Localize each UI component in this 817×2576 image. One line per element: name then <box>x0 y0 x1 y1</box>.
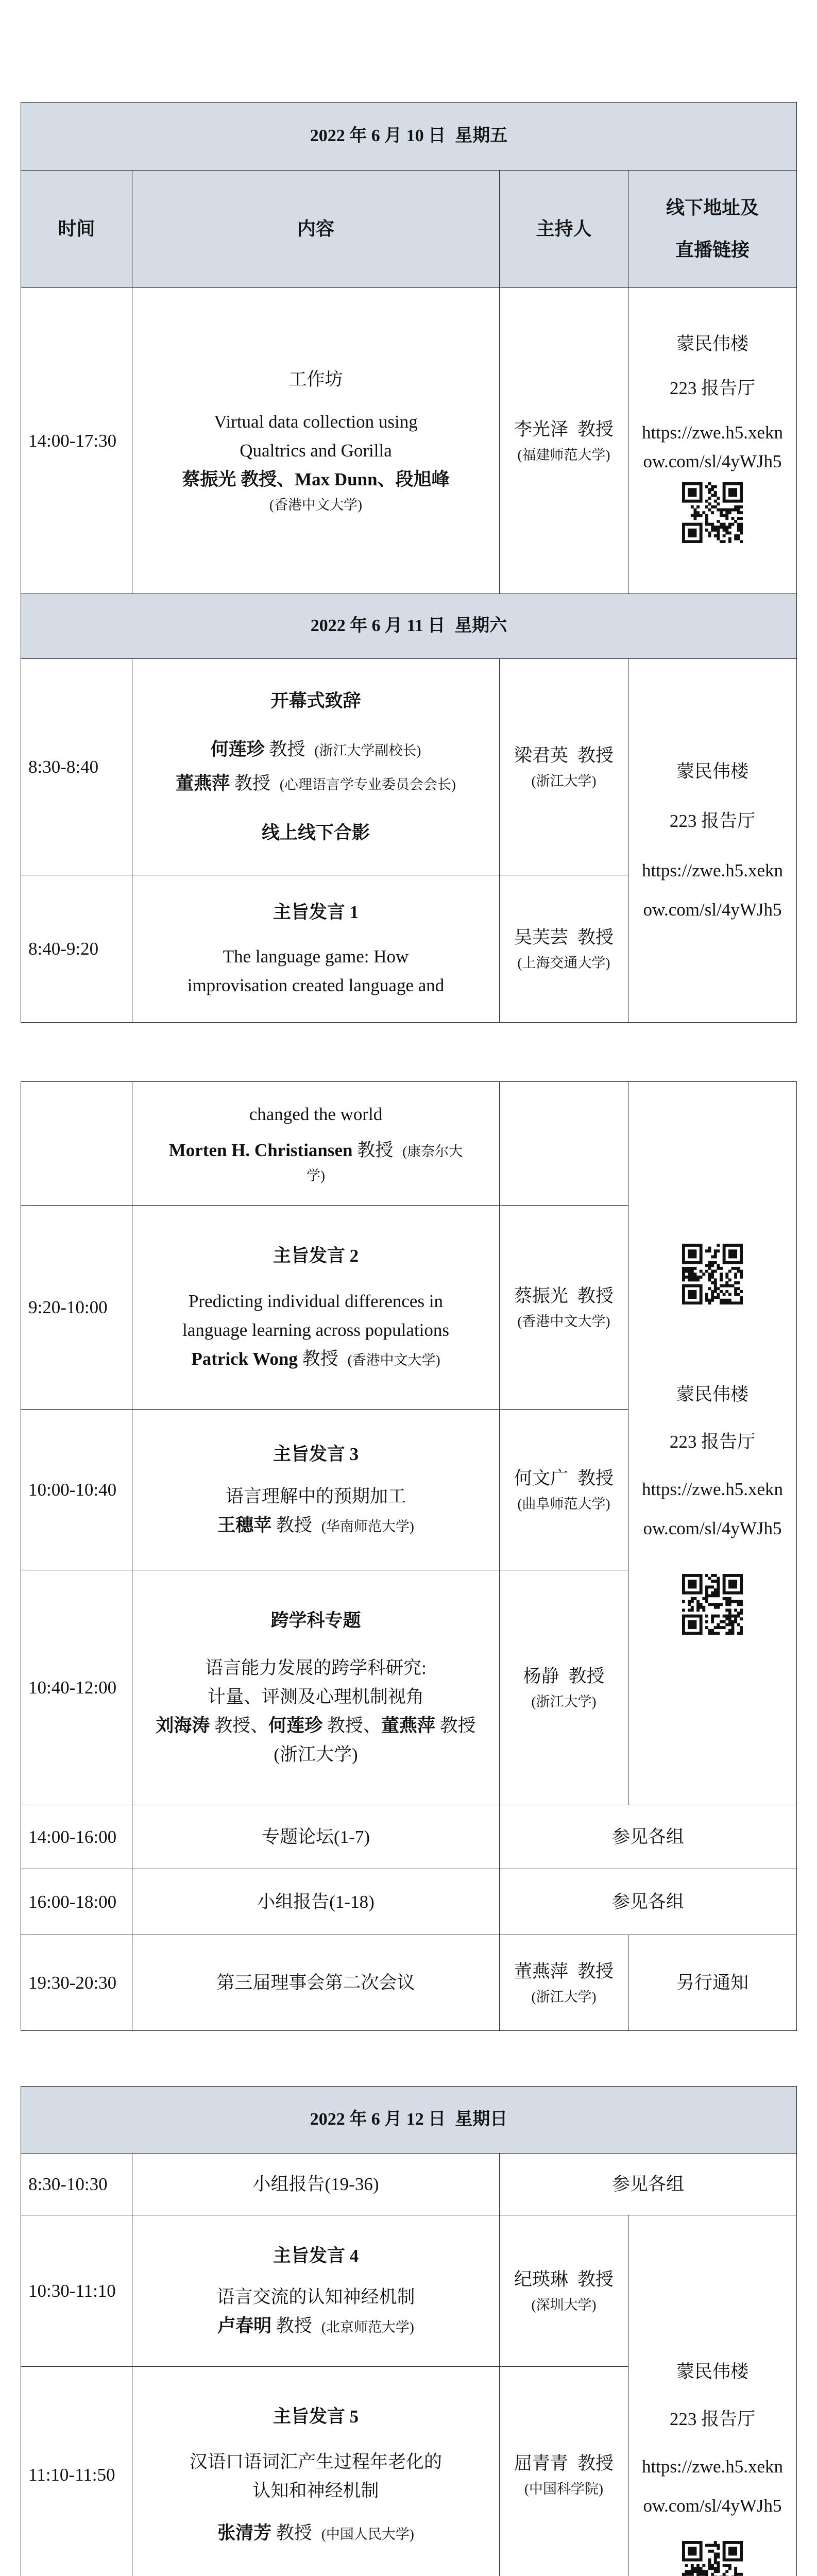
speaker-name: 张清芳 <box>217 2522 272 2543</box>
session-time: 19:30-20:30 <box>21 1935 132 2031</box>
speaker-name: Patrick Wong <box>191 1348 298 1369</box>
host-name: 梁君英 <box>514 745 568 766</box>
host-title: 教授 <box>577 1961 614 1981</box>
session-title: 主旨发言 4 <box>273 2245 359 2266</box>
session-host <box>500 288 628 594</box>
host-title: 教授 <box>577 927 614 947</box>
venue-cell <box>628 2215 797 2576</box>
host-name: 吴芙芸 <box>514 927 568 947</box>
speaker-title: 教授 <box>234 773 270 793</box>
speaker-title: 教授 <box>269 739 305 759</box>
host-name: 李光泽 <box>514 419 568 439</box>
session-title: 开幕式致辞 <box>270 690 361 711</box>
session-content: 专题论坛(1-7) <box>132 1805 500 1869</box>
host-name: 杨静 <box>523 1666 559 1686</box>
session-time: 8:30-10:30 <box>21 2154 132 2215</box>
session-content: 跨学科专题 语言能力发展的跨学科研究: 计量、评测及心理机制视角 刘海涛 教授、何莲珍 教授、董燕萍 教授 (浙江大学) <box>132 1570 500 1805</box>
speaker-title: 教授 <box>357 1140 394 1160</box>
session-topic-line3: changed the world <box>249 1104 383 1124</box>
session-content <box>132 288 500 594</box>
host-affil: (香港中文大学) <box>517 1313 610 1329</box>
venue-room: 223 报告厅 <box>669 1431 756 1452</box>
schedule-table-3 <box>21 2086 797 2576</box>
qr-code-icon[interactable] <box>682 1244 743 1304</box>
venue-link-line1[interactable]: https://zwe.h5.xekn <box>641 860 784 880</box>
venue-building: 蒙民伟楼 <box>676 1384 748 1404</box>
speaker-title: 教授 <box>302 1348 338 1369</box>
speaker-affil-line2: 学) <box>307 1167 325 1183</box>
speaker-title: 教授 <box>439 1715 476 1736</box>
speaker-name: 董燕萍 <box>176 773 230 793</box>
host-affil: (上海交通大学) <box>517 955 610 971</box>
speaker-name: 董燕萍 <box>381 1715 435 1736</box>
venue-link-line1[interactable]: https://zwe.h5.xekn <box>641 422 784 443</box>
venue-room: 223 报告厅 <box>669 2409 756 2429</box>
date-text: 2022 年 6 月 12 日 <box>310 2110 446 2129</box>
session-topic-line1: Predicting individual differences in <box>188 1291 444 1311</box>
header-venue <box>628 171 797 288</box>
date-row <box>21 594 797 659</box>
header-row <box>21 171 797 288</box>
session-topic-line2: 计量、评测及心理机制视角 <box>207 1686 424 1707</box>
venue-link-line1[interactable]: https://zwe.h5.xekn <box>641 1479 784 1499</box>
session-time: 8:40-9:20 <box>21 875 132 1023</box>
header-host: 主持人 <box>500 171 628 288</box>
session-note: 参见各组 <box>500 1805 797 1869</box>
session-host <box>500 2215 628 2367</box>
session-host <box>500 2367 628 2576</box>
session-topic-line2: 认知和神经机制 <box>252 2480 379 2501</box>
host-title: 教授 <box>577 419 614 439</box>
session-row-group <box>21 1869 797 1935</box>
session-speakers: 蔡振光 教授、Max Dunn、段旭峰 <box>182 469 450 489</box>
weekday-text: 星期五 <box>455 126 508 146</box>
session-time: 10:40-12:00 <box>21 1570 132 1805</box>
venue-cell <box>628 1082 797 1805</box>
session-title: 主旨发言 2 <box>273 1245 359 1266</box>
session-content <box>132 2367 500 2576</box>
speaker-affil: (香港中文大学) <box>347 1352 440 1368</box>
host-affil: (浙江大学) <box>531 1989 597 2005</box>
speaker-affil: (华南师范大学) <box>321 1518 414 1534</box>
session-topic-line2: Qualtrics and Gorilla <box>240 440 392 461</box>
host-title: 教授 <box>577 2453 614 2473</box>
qr-code-icon[interactable] <box>682 482 743 543</box>
venue-cell <box>628 288 797 594</box>
session-time: 16:00-18:00 <box>21 1869 132 1935</box>
speaker-title: 教授 <box>276 2522 312 2543</box>
qr-code-icon[interactable] <box>682 2541 743 2576</box>
session-time: 9:20-10:00 <box>21 1206 132 1410</box>
session-title: 跨学科专题 <box>270 1610 361 1631</box>
venue-link-line2[interactable]: ow.com/sl/4yWJh5 <box>643 1518 782 1538</box>
header-venue-line2: 直播链接 <box>675 239 750 260</box>
speaker-affil: (康奈尔大 <box>402 1143 463 1159</box>
header-venue-line1: 线下地址及 <box>666 197 759 218</box>
session-row-opening <box>21 659 797 875</box>
speaker-name: Morten H. Christiansen <box>168 1140 353 1160</box>
qr-code-icon[interactable] <box>682 1574 743 1635</box>
session-title: 工作坊 <box>288 369 343 389</box>
date-text: 2022 年 6 月 11 日 <box>310 616 446 636</box>
session-content <box>132 1082 500 1206</box>
host-name: 何文广 <box>514 1468 568 1488</box>
weekday-text: 星期六 <box>454 616 507 636</box>
session-topic-line2: language learning across populations <box>182 1319 450 1340</box>
session-topic-line1: 汉语口语词汇产生过程年老化的 <box>189 2451 442 2472</box>
host-title: 教授 <box>568 1666 605 1686</box>
speaker-affil: (中国人民大学) <box>321 2526 414 2542</box>
host-affil: (浙江大学) <box>531 773 597 789</box>
session-note: 另行通知 <box>628 1935 797 2031</box>
speaker-name: 王穗苹 <box>217 1515 272 1535</box>
session-row-forum <box>21 1805 797 1869</box>
host-affil: (深圳大学) <box>531 2297 597 2313</box>
host-name: 纪瑛琳 <box>514 2269 568 2290</box>
speaker-title: 教授 <box>214 1715 251 1736</box>
date-row <box>21 103 797 171</box>
venue-link-line2[interactable]: ow.com/sl/4yWJh5 <box>643 899 782 920</box>
session-topic: 语言交流的认知神经机制 <box>216 2286 415 2307</box>
session-row-group <box>21 2154 797 2215</box>
session-content <box>132 2215 500 2367</box>
session-row-council <box>21 1935 797 2031</box>
venue-room: 223 报告厅 <box>669 378 756 398</box>
host-name: 董燕萍 <box>514 1961 568 1981</box>
venue-building: 蒙民伟楼 <box>676 761 748 782</box>
session-time: 14:00-16:00 <box>21 1805 132 1869</box>
venue-link-line2[interactable]: ow.com/sl/4yWJh5 <box>643 2496 782 2516</box>
speaker-name: 卢春明 <box>217 2315 272 2336</box>
session-affil: (香港中文大学) <box>269 497 362 513</box>
header-content: 内容 <box>132 171 500 288</box>
session-note: 参见各组 <box>500 2154 797 2215</box>
venue-building: 蒙民伟楼 <box>676 2362 748 2382</box>
session-topic-line1: 语言能力发展的跨学科研究: <box>205 1657 427 1678</box>
session-topic-line1: Virtual data collection using <box>214 411 418 432</box>
session-content: 小组报告(19-36) <box>132 2154 500 2215</box>
session-row-keynote1-cont <box>21 1082 797 1206</box>
venue-room: 223 报告厅 <box>669 810 756 831</box>
speaker-title: 教授 <box>276 2315 312 2336</box>
session-topic-line2: improvisation created language and <box>187 975 445 995</box>
date-row <box>21 2087 797 2154</box>
session-row-workshop <box>21 288 797 594</box>
session-title: 主旨发言 3 <box>273 1444 359 1464</box>
speaker-title: 教授 <box>276 1515 312 1535</box>
session-host <box>500 1935 628 2031</box>
session-host <box>500 1570 628 1805</box>
session-row-keynote4 <box>21 2215 797 2367</box>
host-affil: (中国科学院) <box>524 2481 603 2497</box>
session-time: 10:00-10:40 <box>21 1410 132 1570</box>
session-content <box>132 875 500 1023</box>
speaker-name: 刘海涛 <box>156 1715 210 1736</box>
session-note: 参见各组 <box>500 1869 797 1935</box>
session-time: 11:10-11:50 <box>21 2367 132 2576</box>
session-title: 主旨发言 1 <box>273 902 359 922</box>
speaker-affil: (心理语言学专业委员会会长) <box>279 776 456 792</box>
session-content: 第三届理事会第二次会议 <box>132 1935 500 2031</box>
session-time: 8:30-8:40 <box>21 659 132 875</box>
speaker-affil: (浙江大学副校长) <box>314 742 421 758</box>
venue-link-line1[interactable]: https://zwe.h5.xekn <box>641 2456 784 2477</box>
host-title: 教授 <box>577 1285 614 1306</box>
session-time: 10:30-11:10 <box>21 2215 132 2367</box>
session-content: 小组报告(1-18) <box>132 1869 500 1935</box>
host-name: 蔡振光 <box>514 1285 568 1306</box>
host-affil: (曲阜师范大学) <box>517 1496 610 1512</box>
venue-building: 蒙民伟楼 <box>676 334 748 354</box>
session-topic: 语言理解中的预期加工 <box>225 1486 406 1506</box>
schedule-table-2 <box>21 1081 797 2031</box>
schedule-table-1 <box>21 102 797 1023</box>
session-host <box>500 1206 628 1410</box>
speaker-name: 何莲珍 <box>210 739 265 759</box>
session-title: 主旨发言 5 <box>273 2406 359 2427</box>
host-title: 教授 <box>577 2269 614 2290</box>
session-host <box>500 875 628 1023</box>
date-text: 2022 年 6 月 10 日 <box>310 126 446 146</box>
session-content <box>132 659 500 875</box>
venue-link-line2[interactable]: ow.com/sl/4yWJh5 <box>643 451 782 471</box>
header-time: 时间 <box>21 171 132 288</box>
speaker-title: 教授 <box>327 1715 363 1736</box>
speaker-affil: (北京师范大学) <box>321 2319 414 2335</box>
venue-cell <box>628 659 797 1023</box>
session-content <box>132 1206 500 1410</box>
weekday-text: 星期日 <box>455 2110 508 2129</box>
session-topic-line1: The language game: How <box>223 946 409 967</box>
host-affil: (浙江大学) <box>531 1693 597 1709</box>
host-title: 教授 <box>577 745 614 766</box>
speaker-affil: (浙江大学) <box>274 1744 358 1765</box>
session-host <box>500 659 628 875</box>
host-name: 屈青青 <box>514 2453 568 2473</box>
speaker-name: 何莲珍 <box>268 1715 323 1736</box>
host-affil: (福建师范大学) <box>517 447 610 463</box>
session-host <box>500 1410 628 1570</box>
session-time: 14:00-17:30 <box>21 288 132 594</box>
host-title: 教授 <box>577 1468 614 1488</box>
session-photo: 线上线下合影 <box>261 822 370 843</box>
session-content <box>132 1410 500 1570</box>
session-time-empty <box>21 1082 132 1206</box>
session-host-empty <box>500 1082 628 1206</box>
